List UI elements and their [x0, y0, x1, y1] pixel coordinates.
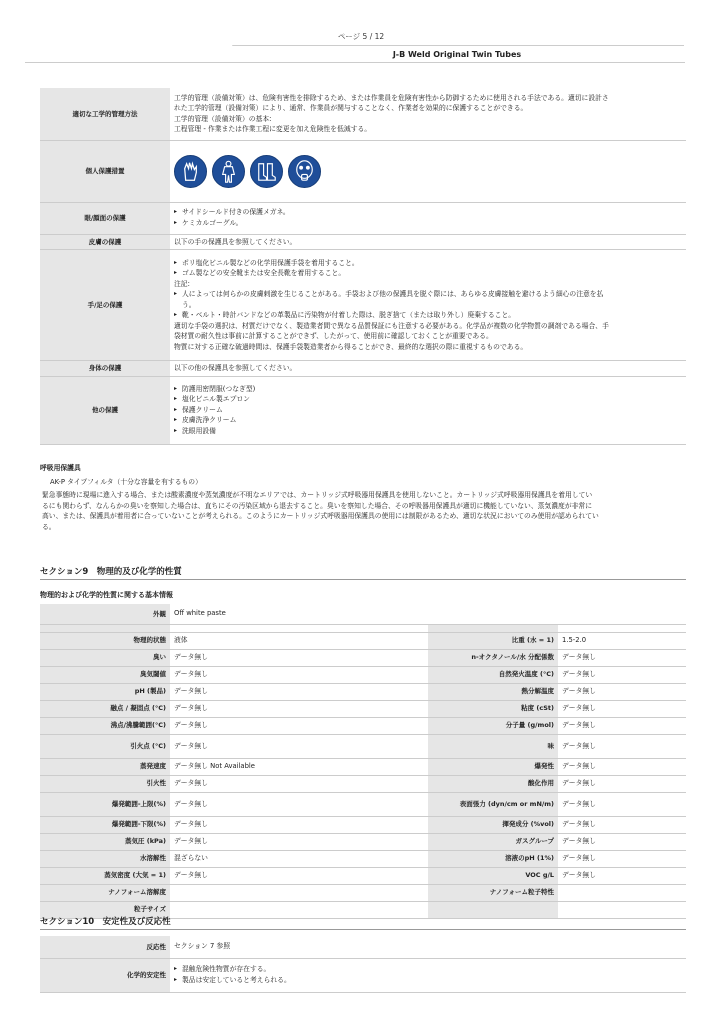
- respirator-icon: [288, 155, 321, 188]
- property-label: 溶液のpH (1%): [428, 850, 558, 867]
- property-value: データ無し: [558, 867, 686, 884]
- body-text: 以下の他の保護具を参照してください。: [170, 361, 686, 377]
- glove-paragraph: 物質に対する正確な破過時間は、保護手袋製造業者から得ることができ、最終的な選択の際に重視するものである。: [174, 342, 528, 351]
- property-label: 酸化作用: [428, 775, 558, 792]
- property-label: 水溶解性: [40, 850, 170, 867]
- property-label: 表面張力 (dyn/cm or mN/m): [428, 792, 558, 816]
- reactivity-value: セクション 7 参照: [170, 936, 686, 958]
- property-value: データ無し: [558, 683, 686, 700]
- property-value: 1.5-2.0: [558, 632, 686, 649]
- other-label: 他の保護: [40, 376, 170, 444]
- note-label: 注記:: [174, 279, 190, 288]
- eye-item: ▸ サイドシールド付きの保護メガネ。: [174, 207, 682, 218]
- other-list: [170, 376, 686, 444]
- property-label: n-オクタノール/水 分配係数: [428, 649, 558, 666]
- boots-icon: [250, 155, 283, 188]
- stability-item: ▸ 製品は安定していると考えられる。: [174, 975, 682, 986]
- property-value: データ無し: [170, 816, 428, 833]
- glove-paragraph: 適切な手袋の選択は、材質だけでなく、製造業者間で異なる品質保証にも注意する必要がある。化学品が複数の化学物質の調剤である場合、手: [174, 321, 609, 330]
- controls-line: 工学的管理（設備対策）は、危険有害性を排除するため、または作業員を危険有害性から防御するために使用される手法である。適切に設計さ: [174, 93, 609, 102]
- property-label: pH (製品): [40, 683, 170, 700]
- stability-item: ▸ 混触危険性物質が存在する。: [174, 964, 682, 975]
- property-label: 自然発火温度 (°C): [428, 666, 558, 683]
- reactivity-label: 反応性: [40, 936, 170, 958]
- property-label: 蒸気密度 (大気 = 1): [40, 867, 170, 884]
- property-label: 分子量 (g/mol): [428, 717, 558, 734]
- property-value: 液体: [170, 632, 428, 649]
- property-value: データ無し: [558, 850, 686, 867]
- property-label: ナノフォーム溶解度: [40, 884, 170, 901]
- stability-label: 化学的安定性: [40, 958, 170, 992]
- property-value: データ無し: [558, 734, 686, 758]
- controls-label: 適切な工学的管理方法: [40, 88, 170, 140]
- property-value: データ無し: [170, 683, 428, 700]
- eye-label: 眼/顔面の保護: [40, 202, 170, 234]
- property-row: [40, 649, 686, 666]
- property-value: [170, 884, 428, 901]
- property-label: 粘度 (cSt): [428, 700, 558, 717]
- property-label: 臭気閾値: [40, 666, 170, 683]
- property-value: データ無し: [558, 758, 686, 775]
- property-label: 沸点/沸騰範囲(°C): [40, 717, 170, 734]
- property-row: [40, 700, 686, 717]
- property-row: [40, 775, 686, 792]
- ppe-label: 個人保護措置: [40, 140, 170, 202]
- property-row: [40, 683, 686, 700]
- property-label: 爆発範囲-下限(%): [40, 816, 170, 833]
- property-value: [558, 884, 686, 901]
- property-label: 爆発性: [428, 758, 558, 775]
- property-row: [40, 758, 686, 775]
- note-item-cont: う。: [182, 300, 196, 309]
- property-value: データ無し: [558, 666, 686, 683]
- property-label: 蒸気圧 (kPa): [40, 833, 170, 850]
- property-label: VOC g/L: [428, 867, 558, 884]
- property-label: ナノフォーム粒子特性: [428, 884, 558, 901]
- property-value: データ無し: [170, 700, 428, 717]
- property-row: [40, 632, 686, 649]
- stability-table: [40, 936, 686, 993]
- property-value: データ無し: [170, 717, 428, 734]
- property-label: 熱分解温度: [428, 683, 558, 700]
- ppe-icons: [170, 140, 686, 202]
- section9-title: セクション9 物理的及び化学的性質: [40, 565, 686, 580]
- property-value: データ無し: [558, 792, 686, 816]
- property-value: データ無し: [170, 833, 428, 850]
- property-value: データ無し: [558, 775, 686, 792]
- property-value: データ無し Not Available: [170, 758, 428, 775]
- property-row: [40, 792, 686, 816]
- property-label: 引火性: [40, 775, 170, 792]
- other-item: ▸ 塩化ビニル製エプロン: [174, 394, 682, 405]
- property-value: データ無し: [170, 734, 428, 758]
- other-item: ▸ 防護用密閉服(つなぎ型): [174, 384, 682, 395]
- other-item: ▸ 皮膚洗浄クリーム: [174, 415, 682, 426]
- hand-label: 手/足の保護: [40, 250, 170, 361]
- eye-item: ▸ ケミカルゴーグル。: [174, 218, 682, 229]
- hand-item: ▸ ゴム製などの安全靴または安全長靴を着用すること。: [174, 268, 682, 279]
- property-row: [40, 884, 686, 901]
- respiratory-paragraph: るにも関わらず、なんらかの臭いを察知した場合は、直ちにその汚染区域から退去すること。臭いを察知した場合、その呼吸器用保護具が適切に機能していない、蒸気濃度が非常に: [42, 501, 593, 510]
- controls-line: れた工学的管理（設備対策）により、通常、作業員が関与することなく、作業者を効果的に保護することができる。: [174, 104, 528, 113]
- property-label: ガスグループ: [428, 833, 558, 850]
- property-value: データ無し: [558, 717, 686, 734]
- controls-text: [170, 88, 686, 140]
- note-item: ▸ 人によっては何らかの皮膚刺激を生じることがある。手袋および他の保護具を脱ぐ際には、あらゆる皮膚接触を避けるよう細心の注意を払: [174, 289, 682, 300]
- property-label: 揮発成分 (%vol): [428, 816, 558, 833]
- respiratory-filter: AK-P タイプフィルタ（十分な容量を有するもの）: [50, 477, 202, 486]
- respiratory-section: [42, 463, 672, 532]
- property-value: データ無し: [558, 833, 686, 850]
- document-title: J-B Weld Original Twin Tubes: [392, 50, 522, 59]
- coverall-icon: [212, 155, 245, 188]
- property-label: 引火点 (°C): [40, 734, 170, 758]
- property-label: 物理的状態: [40, 632, 170, 649]
- property-value: 混ざらない: [170, 850, 428, 867]
- gloves-icon: [174, 155, 207, 188]
- property-value: データ無し: [170, 792, 428, 816]
- property-row: [40, 666, 686, 683]
- appearance-value: Off white paste: [170, 604, 686, 624]
- property-row: [40, 734, 686, 758]
- hand-text: [170, 250, 686, 361]
- property-label: 蒸発速度: [40, 758, 170, 775]
- stability-list: [170, 958, 686, 992]
- appearance-label: 外観: [40, 604, 170, 624]
- property-row: [40, 833, 686, 850]
- property-label: 爆発範囲-上限(%): [40, 792, 170, 816]
- body-label: 身体の保護: [40, 361, 170, 377]
- glove-paragraph: 袋材質の耐久性は事前に計算することができず、したがって、使用前に確認しておくことが重要である。: [174, 332, 493, 341]
- property-value: データ無し: [170, 649, 428, 666]
- property-row: [40, 816, 686, 833]
- property-label: 粒子サイズ: [40, 901, 170, 918]
- property-value: データ無し: [170, 666, 428, 683]
- property-label: 比重 (水 = 1): [428, 632, 558, 649]
- controls-line: 工程管理 - 作業または作業工程に変更を加え危険性を低減する。: [174, 125, 372, 134]
- note-item: ▸ 靴・ベルト・時計バンドなどの革製品に汚染物が付着した際は、脱ぎ捨て（または取り外し）廃棄すること。: [174, 310, 682, 321]
- skin-label: 皮膚の保護: [40, 234, 170, 250]
- property-label: 融点 / 凝固点 (°C): [40, 700, 170, 717]
- other-item: ▸ 洗眼用設備: [174, 426, 682, 437]
- section9-subtitle: 物理的および化学的性質に関する基本情報: [40, 591, 173, 599]
- header-divider: [232, 45, 684, 46]
- section10-title: セクション10 安定性及び反応性: [40, 915, 686, 930]
- eye-list: [170, 202, 686, 234]
- property-value: データ無し: [558, 816, 686, 833]
- hand-item: ▸ ポリ塩化ビニル製などの化学用保護手袋を着用すること。: [174, 258, 682, 269]
- property-value: データ無し: [170, 775, 428, 792]
- property-row: [40, 850, 686, 867]
- page-number: ページ 5 / 12: [337, 32, 385, 41]
- property-label: 臭い: [40, 649, 170, 666]
- controls-line: 工学的管理（設備対策）の基本:: [174, 114, 272, 123]
- respiratory-paragraph: 高い、または、保護具が着用者に合っていないことが考えられる。このようにカートリッジ式呼吸器用保護具の使用には制限があるため、適切な状況においてのみ使用が認められてい: [42, 512, 599, 521]
- property-value: データ無し: [558, 649, 686, 666]
- other-item: ▸ 保護クリーム: [174, 405, 682, 416]
- property-row: [40, 717, 686, 734]
- exposure-controls-table: [40, 88, 686, 445]
- property-row: [40, 867, 686, 884]
- physical-properties-table: [40, 604, 686, 919]
- respiratory-paragraph: 緊急事態時に現場に進入する場合、または酸素濃度や蒸気濃度が不明なエリアでは、カートリッジ式呼吸器用保護具を使用しないこと。カートリッジ式呼吸器用保護具を着用してい: [42, 491, 593, 500]
- respiratory-heading: 呼吸用保護具: [40, 464, 81, 472]
- property-label: 味: [428, 734, 558, 758]
- skin-text: 以下の手の保護具を参照してください。: [170, 234, 686, 250]
- property-value: データ無し: [170, 867, 428, 884]
- header-rule: [25, 62, 685, 63]
- respiratory-paragraph: る。: [42, 522, 56, 531]
- property-value: データ無し: [558, 700, 686, 717]
